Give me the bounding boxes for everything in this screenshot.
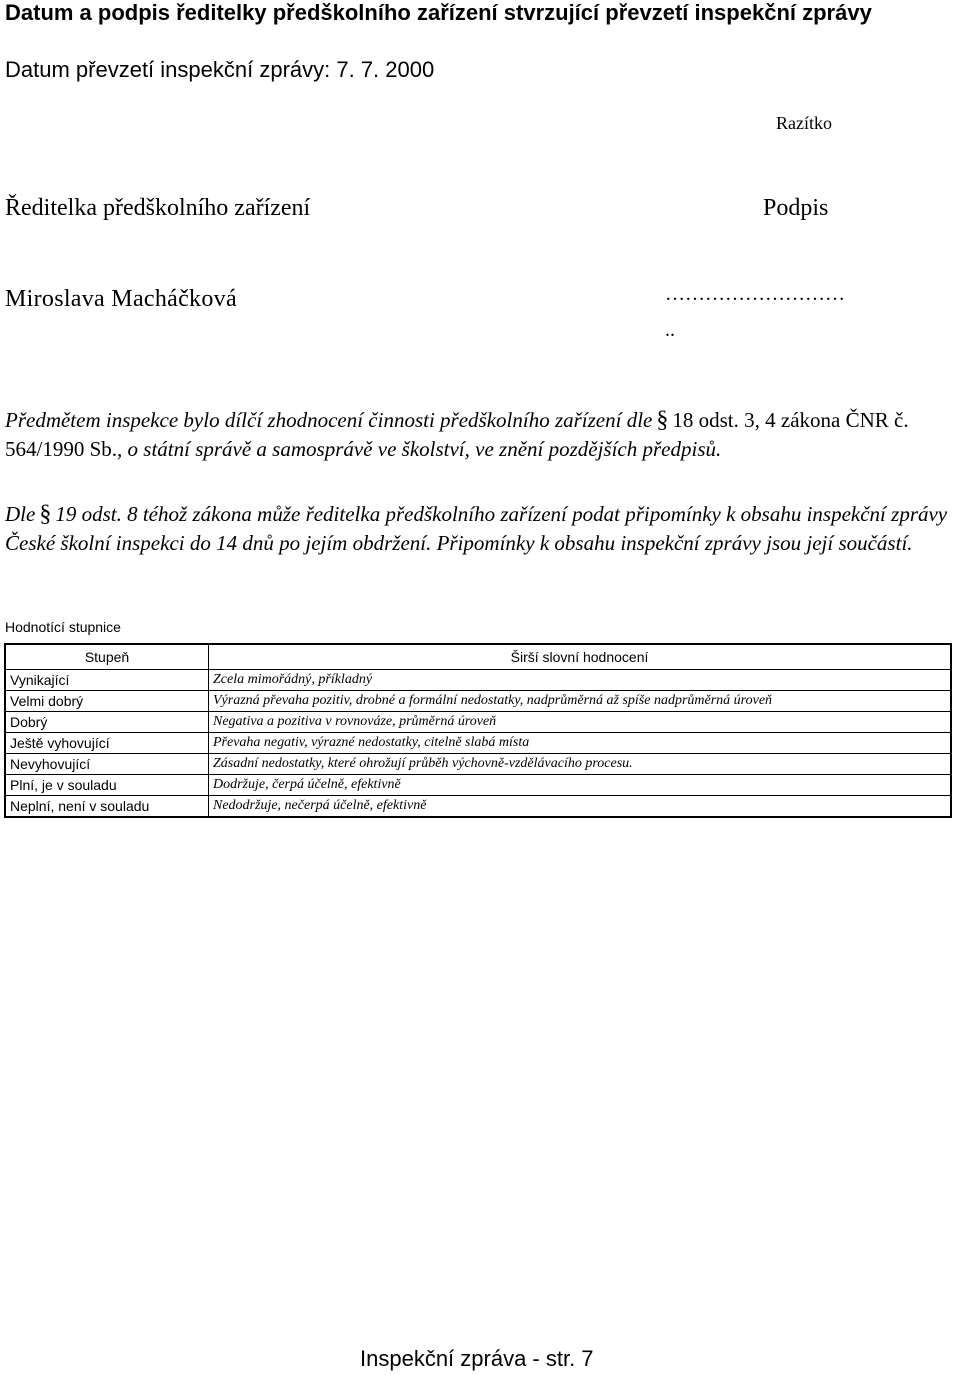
description-cell: Zcela mimořádný, příkladný	[209, 670, 952, 691]
table-row	[5, 775, 951, 796]
description-cell: Výrazná převaha pozitiv, drobné a formální nedostatky, nadprůměrná až spíše nadprůměrná úroveň	[209, 691, 952, 712]
table-header-row	[5, 644, 951, 670]
description-cell: Negativa a pozitiva v rovnováze, průměrná úroveň	[209, 712, 952, 733]
column-header-description: Širší slovní hodnocení	[209, 644, 952, 670]
description-cell: Zásadní nedostatky, které ohrožují průběh výchovně-vzdělávacího procesu.	[209, 754, 952, 775]
signature-dots-continuation: ..	[665, 319, 675, 341]
grade-cell: Dobrý	[5, 712, 209, 733]
page-footer: Inspekční zpráva - str. 7	[360, 1346, 594, 1371]
paragraph1-law-reference: zákona ČNR č. 564/1990 Sb.	[5, 408, 909, 461]
director-name: Miroslava Macháčková	[5, 286, 237, 312]
grade-cell: Nevyhovující	[5, 754, 209, 775]
grade-cell: Ještě vyhovující	[5, 733, 209, 754]
table-row	[5, 670, 951, 691]
paragraph1-text-d: , o státní správě a samosprávě ve školství, ve znění pozdějších předpisů.	[117, 437, 722, 461]
document-heading: Datum a podpis ředitelky předškolního zařízení stvrzující převzetí inspekční zprávy	[5, 0, 872, 25]
handover-date: Datum převzetí inspekční zprávy: 7. 7. 2000	[5, 57, 435, 82]
grade-cell: Neplní, není v souladu	[5, 796, 209, 818]
table-row	[5, 712, 951, 733]
grading-scale-title: Hodnotící stupnice	[5, 619, 121, 635]
section-sign-icon: §	[656, 407, 669, 433]
signature-label: Podpis	[763, 195, 829, 221]
table-row	[5, 691, 951, 712]
description-cell: Nedodržuje, nečerpá účelně, efektivně	[209, 796, 952, 818]
table-row	[5, 796, 951, 818]
grade-cell: Velmi dobrý	[5, 691, 209, 712]
inspection-subject-paragraph	[5, 406, 955, 464]
stamp-label: Razítko	[776, 113, 832, 133]
section-sign-icon: §	[39, 501, 52, 527]
grade-cell: Plní, je v souladu	[5, 775, 209, 796]
grade-cell: Vynikající	[5, 670, 209, 691]
director-label: Ředitelka předškolního zařízení	[5, 195, 311, 221]
paragraph2-text-a: Dle	[5, 502, 36, 526]
paragraph1-text-b: 18 odst. 3, 4	[672, 408, 776, 432]
description-cell: Dodržuje, čerpá účelně, efektivně	[209, 775, 952, 796]
table-row	[5, 733, 951, 754]
paragraph1-text-a: Předmětem inspekce bylo dílčí zhodnocení činnosti předškolního zařízení dle	[5, 408, 653, 432]
signature-dots-line: ………………………	[665, 283, 845, 305]
paragraph2-text-b: 19 odst. 8 téhož zákona může ředitelka předškolního zařízení podat připomínky k obsahu inspekční zprávy České školní inspekci do 14 dnů po jejím obdržení. Připomínky k obsahu inspekční zprávy jsou její součástí.	[5, 502, 948, 555]
grading-scale-table	[4, 643, 952, 818]
description-cell: Převaha negativ, výrazné nedostatky, citelně slabá místa	[209, 733, 952, 754]
column-header-grade: Stupeň	[5, 644, 209, 670]
comments-right-paragraph	[5, 500, 955, 558]
table-row	[5, 754, 951, 775]
